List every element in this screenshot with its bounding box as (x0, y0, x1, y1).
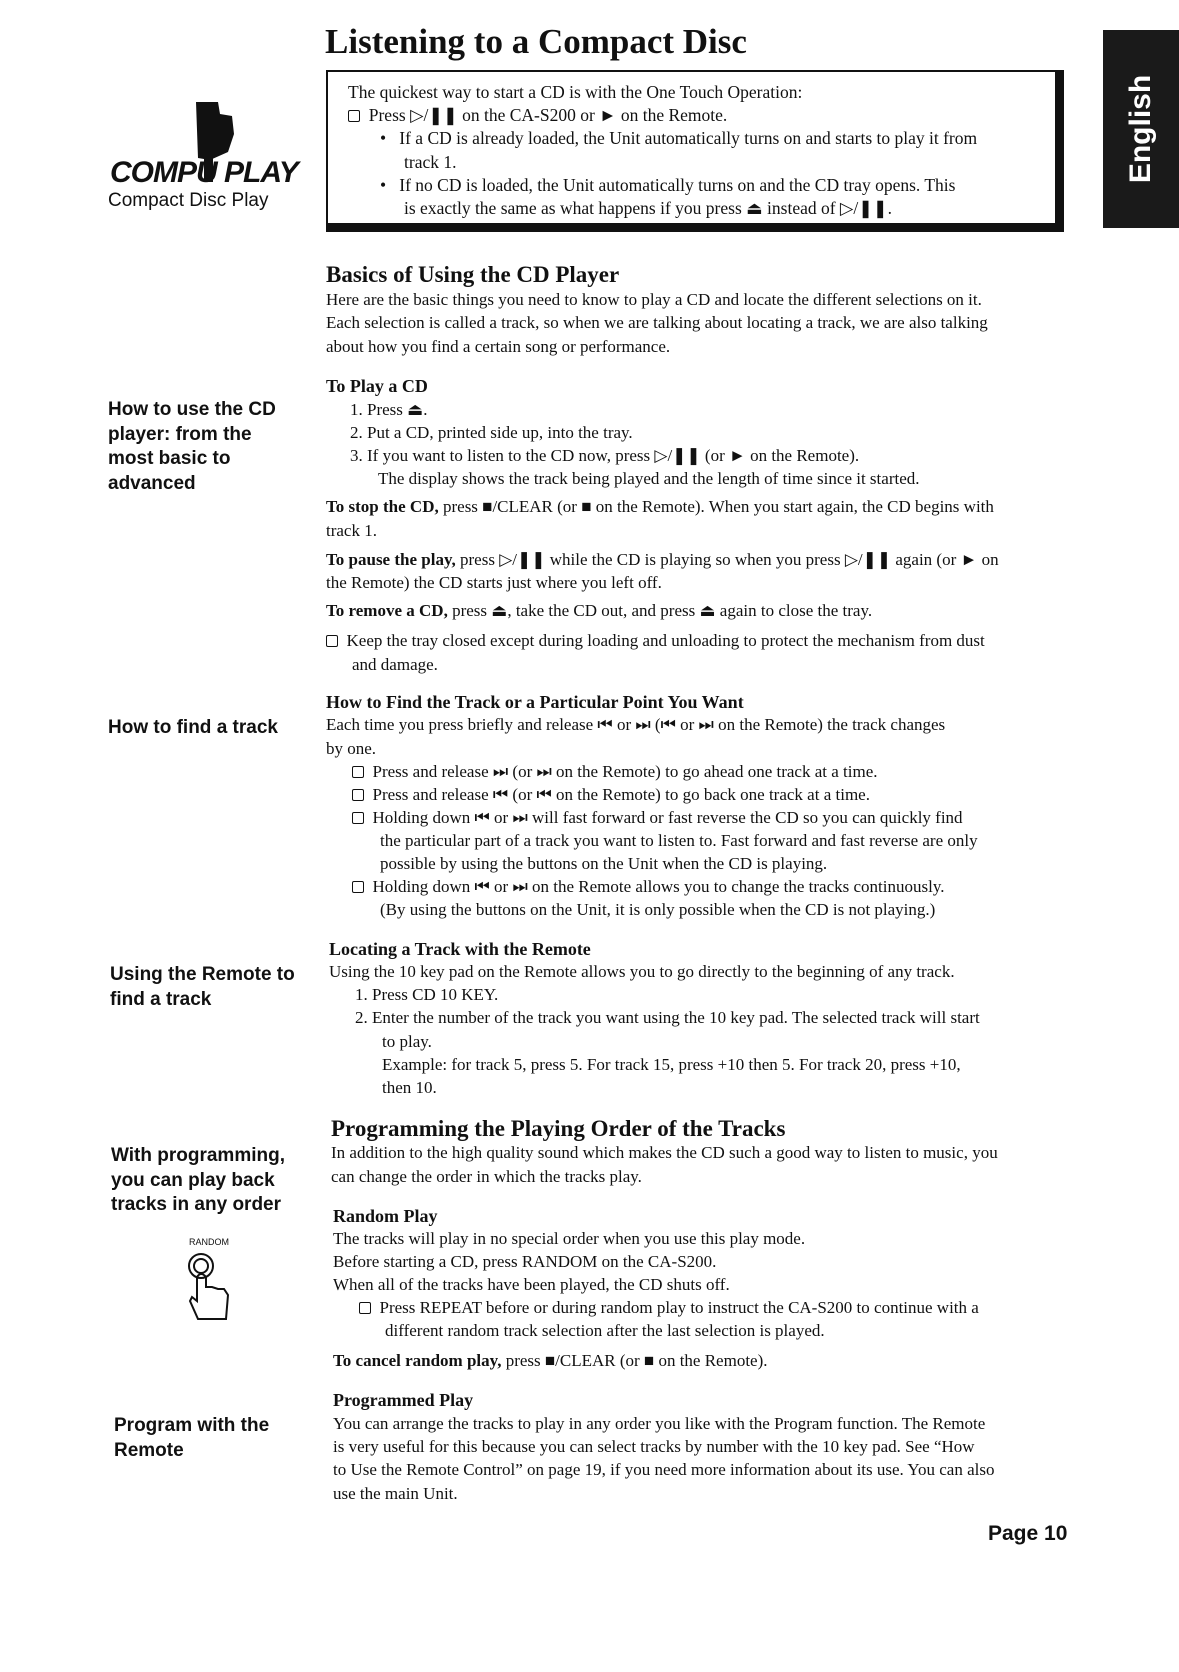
basics-line: Here are the basic things you need to know to play a CD and locate the different selections on it. (326, 290, 982, 309)
find-bullet: Press and release ⏮ (or ⏮ on the Remote) to go back one track at a time. (352, 785, 870, 805)
pause-instruction: To pause the play, press ▷/❚❚ while the CD is playing so when you press ▷/❚❚ again (or ► on (326, 550, 999, 569)
locate-line: Using the 10 key pad on the Remote allows you to go directly to the beginning of any track. (329, 962, 955, 981)
page-title: Listening to a Compact Disc (325, 22, 747, 61)
intro-line: • If no CD is loaded, the Unit automatically turns on and the CD tray opens. This (380, 175, 956, 195)
checkbox-bullet-icon (326, 635, 338, 647)
tray-note: Keep the tray closed except during loading and unloading to protect the mechanism from dust (326, 631, 985, 651)
programmed-line: use the main Unit. (333, 1484, 458, 1503)
locate-line: Example: for track 5, press 5. For track 15, press +10 then 5. For track 20, press +10, (382, 1055, 961, 1074)
intro-line-text: If a CD is already loaded, the Unit automatically turns on and starts to play it from (399, 128, 978, 148)
random-play-heading: Random Play (333, 1206, 438, 1226)
side-label-program-remote: Program with the Remote (114, 1415, 270, 1461)
random-line: Before starting a CD, press RANDOM on the CA-S200. (333, 1252, 717, 1271)
programmed-line: to Use the Remote Control” on page 19, if you need more information about its use. You can also (333, 1460, 995, 1479)
find-line: possible by using the buttons on the Unit when the CD is playing. (380, 854, 828, 873)
side-label-cd-player: How to use the CD player: from the most basic to advanced (108, 399, 276, 494)
programming-heading: Programming the Playing Order of the Tracks (331, 1116, 786, 1141)
intro-line: track 1. (404, 152, 457, 172)
side-label-remote-find: Using the Remote to find a track (110, 964, 295, 1010)
random-icon-label: RANDOM (189, 1237, 229, 1247)
locate-line: 2. Enter the number of the track you want using the 10 key pad. The selected track will start (355, 1008, 980, 1027)
find-line: (By using the buttons on the Unit, it is only possible when the CD is not playing.) (380, 900, 936, 919)
language-tab-label: English (1124, 74, 1157, 184)
logo-subtitle: Compact Disc Play (108, 190, 269, 211)
find-bullet: Holding down ⏮ or ⏭ will fast forward or fast reverse the CD so you can quickly find (352, 808, 963, 828)
play-step: 3. If you want to listen to the CD now, press ▷/❚❚ (or ► on the Remote). (350, 446, 860, 465)
random-button-icon (180, 1237, 238, 1327)
basics-line: about how you find a certain song or performance. (326, 337, 671, 356)
pause-instruction-line2: the Remote) the CD starts just where you left off. (326, 573, 662, 592)
locate-remote-heading: Locating a Track with the Remote (329, 939, 591, 959)
play-cd-heading: To Play a CD (326, 376, 428, 396)
intro-line: • If a CD is already loaded, the Unit automatically turns on and starts to play it from (380, 128, 978, 148)
programmed-play-heading: Programmed Play (333, 1390, 474, 1410)
side-label-programming: With programming, you can play back tracks in any order (111, 1145, 285, 1215)
locate-line: to play. (382, 1032, 432, 1051)
basics-heading: Basics of Using the CD Player (326, 262, 620, 287)
play-step: The display shows the track being played and the length of time since it started. (378, 469, 920, 488)
stop-instruction-line2: track 1. (326, 521, 377, 540)
programmed-line: is very useful for this because you can select tracks by number with the 10 key pad. See “How (333, 1437, 975, 1456)
intro-line (348, 105, 727, 126)
random-line: The tracks will play in no special order when you use this play mode. (333, 1229, 806, 1248)
find-line: Each time you press briefly and release ⏮ or ⏭ (⏮ or ⏭ on the Remote) the track changes (326, 715, 946, 734)
locate-line: then 10. (382, 1078, 437, 1097)
checkbox-bullet-icon (352, 812, 364, 824)
programming-line: can change the order in which the tracks play. (331, 1167, 642, 1186)
basics-line: Each selection is called a track, so when we are talking about locating a track, we are also talking (326, 313, 988, 332)
checkbox-bullet-icon (352, 789, 364, 801)
logo-text: COMPU PLAY (110, 156, 298, 189)
language-tab (1103, 30, 1179, 228)
intro-line-text: Press ▷/❚❚ on the CA-S200 or ► on the Remote. (368, 105, 728, 125)
random-line: different random track selection after the last selection is played. (385, 1321, 825, 1340)
tray-note-line2: and damage. (352, 655, 438, 674)
intro-box (326, 70, 1064, 232)
checkbox-bullet-icon (352, 881, 364, 893)
compu-play-logo (108, 100, 308, 215)
find-line: by one. (326, 739, 377, 758)
finger-press-icon (186, 1251, 234, 1327)
checkbox-bullet-icon (359, 1302, 371, 1314)
side-label-find-track: How to find a track (108, 717, 278, 738)
random-bullet: Press REPEAT before or during random play to instruct the CA-S200 to continue with a (359, 1298, 979, 1318)
page-number: Page 10 (988, 1522, 1068, 1545)
programming-line: In addition to the high quality sound which makes the CD such a good way to listen to music, you (331, 1143, 998, 1162)
play-step: 1. Press ⏏. (350, 400, 428, 419)
find-bullet: Holding down ⏮ or ⏭ on the Remote allows you to change the tracks continuously. (352, 877, 945, 897)
intro-line: The quickest way to start a CD is with the One Touch Operation: (348, 82, 803, 102)
intro-line-text: If no CD is loaded, the Unit automatically turns on and the CD tray opens. This (399, 175, 956, 195)
intro-line: is exactly the same as what happens if you press ⏏ instead of ▷/❚❚. (404, 198, 892, 218)
programmed-line: You can arrange the tracks to play in any order you like with the Program function. The Remote (333, 1414, 986, 1433)
checkbox-bullet-icon (348, 110, 360, 122)
find-line: the particular part of a track you want to listen to. Fast forward and fast reverse are only (380, 831, 978, 850)
remove-instruction: To remove a CD, press ⏏, take the CD out, and press ⏏ again to close the tray. (326, 601, 873, 620)
checkbox-bullet-icon (352, 766, 364, 778)
locate-line: 1. Press CD 10 KEY. (355, 985, 499, 1004)
random-line: When all of the tracks have been played, the CD shuts off. (333, 1275, 730, 1294)
stop-instruction: To stop the CD, press ■/CLEAR (or ■ on the Remote). When you start again, the CD begins with (326, 497, 994, 516)
cancel-random: To cancel random play, press ■/CLEAR (or ■ on the Remote). (333, 1351, 768, 1370)
play-step: 2. Put a CD, printed side up, into the tray. (350, 423, 633, 442)
find-track-heading: How to Find the Track or a Particular Point You Want (326, 692, 744, 712)
find-bullet: Press and release ⏭ (or ⏭ on the Remote) to go ahead one track at a time. (352, 762, 878, 782)
